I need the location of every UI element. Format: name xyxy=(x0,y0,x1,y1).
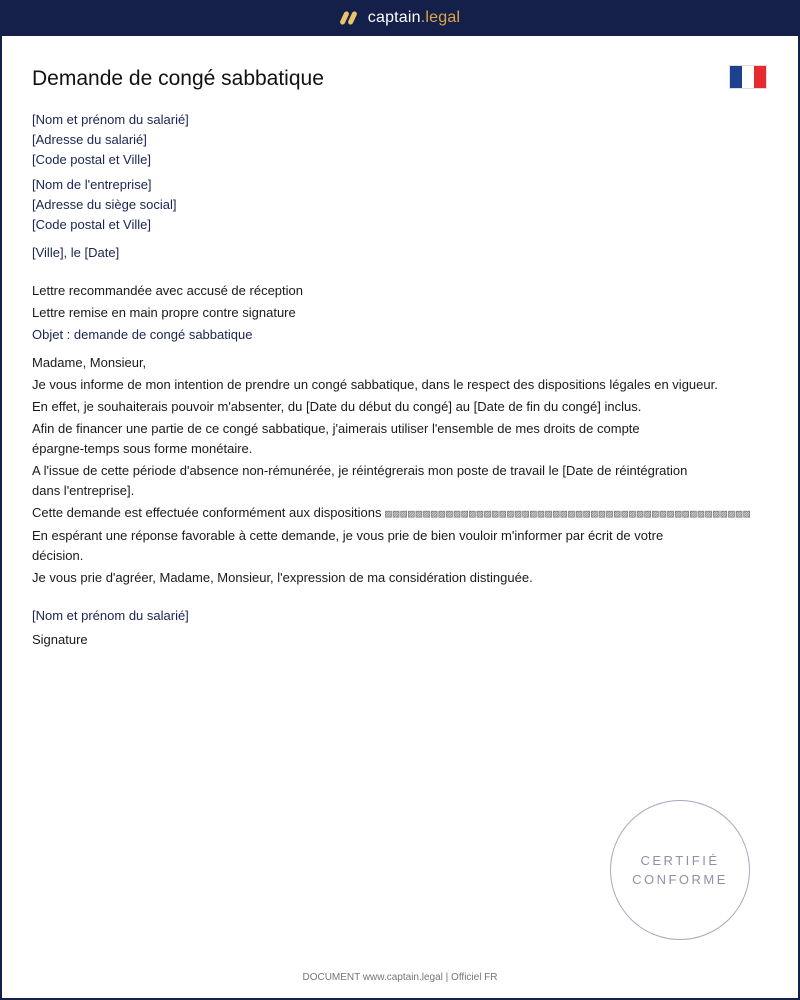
document-title: Demande de congé sabbatique xyxy=(32,67,324,90)
delivery-mode-1: Lettre recommandée avec accusé de réception xyxy=(32,283,303,298)
brand[interactable] xyxy=(340,9,460,27)
delivery-mode-2: Lettre remise en main propre contre signature xyxy=(32,305,296,320)
paragraph-dates: En effet, je souhaiterais pouvoir m'absenter, du [Date du début du congé] au [Date de fin du congé] inclus. xyxy=(32,399,642,414)
brand-name: captain.legal xyxy=(367,9,461,26)
stamp-line-1: CERTIFIÉ xyxy=(640,853,720,868)
flag-white-band xyxy=(742,66,754,88)
sender-block xyxy=(32,110,772,170)
salutation: Madame, Monsieur, xyxy=(32,355,147,370)
obscured-legal-reference: ▨▨▨▨▨▨▨▨▨▨▨▨▨▨▨▨▨▨▨▨▨▨▨▨▨▨▨▨▨▨▨▨▨▨▨▨▨▨▨▨▨▨▨▨▨▨▨▨ xyxy=(385,507,752,520)
paragraph-intention: Je vous informe de mon intention de prendre un congé sabbatique, dans le respect des dispositions légales en vigueur. xyxy=(32,377,718,392)
sender-address: [Adresse du salarié] xyxy=(32,132,147,147)
recipient-block xyxy=(32,175,772,235)
signature-name: [Nom et prénom du salarié] xyxy=(32,608,189,623)
france-flag-icon xyxy=(729,65,767,89)
logo-icon xyxy=(340,10,360,26)
recipient-company: [Nom de l'entreprise] xyxy=(32,177,152,192)
flag-blue-band xyxy=(730,66,742,88)
signature-label: Signature xyxy=(32,632,88,647)
paragraph-return: A l'issue de cette période d'absence non-rémunérée, je réintégrerais mon poste de travail le [Date de réintégration dans l'entreprise]. xyxy=(32,463,688,498)
stamp-line-2: CONFORME xyxy=(632,872,728,887)
certified-stamp xyxy=(610,800,750,940)
letter-subject: Objet : demande de congé sabbatique xyxy=(32,327,253,342)
compliance-text: Cette demande est effectuée conformément aux dispositions xyxy=(32,505,382,520)
document-sheet xyxy=(2,36,798,998)
sender-city: [Code postal et Ville] xyxy=(32,152,151,167)
letter-body xyxy=(32,110,772,650)
sender-name: [Nom et prénom du salarié] xyxy=(32,112,189,127)
place-date: [Ville], le [Date] xyxy=(32,245,120,260)
paragraph-financing: Afin de financer une partie de ce congé sabbatique, j'aimerais utiliser l'ensemble de mes droits de compte épargne-temps sous forme monétaire. xyxy=(32,421,640,456)
paragraph-compliance xyxy=(32,503,772,524)
recipient-address: [Adresse du siège social] xyxy=(32,197,177,212)
paragraph-closing: Je vous prie d'agréer, Madame, Monsieur, l'expression de ma considération distinguée. xyxy=(32,570,533,585)
footer-text: DOCUMENT www.captain.legal | Officiel FR xyxy=(302,972,498,983)
recipient-city: [Code postal et Ville] xyxy=(32,217,151,232)
top-bar xyxy=(0,0,800,36)
paragraph-request: En espérant une réponse favorable à cette demande, je vous prie de bien vouloir m'informer par écrit de votre décision. xyxy=(32,528,664,563)
flag-red-band xyxy=(754,66,766,88)
